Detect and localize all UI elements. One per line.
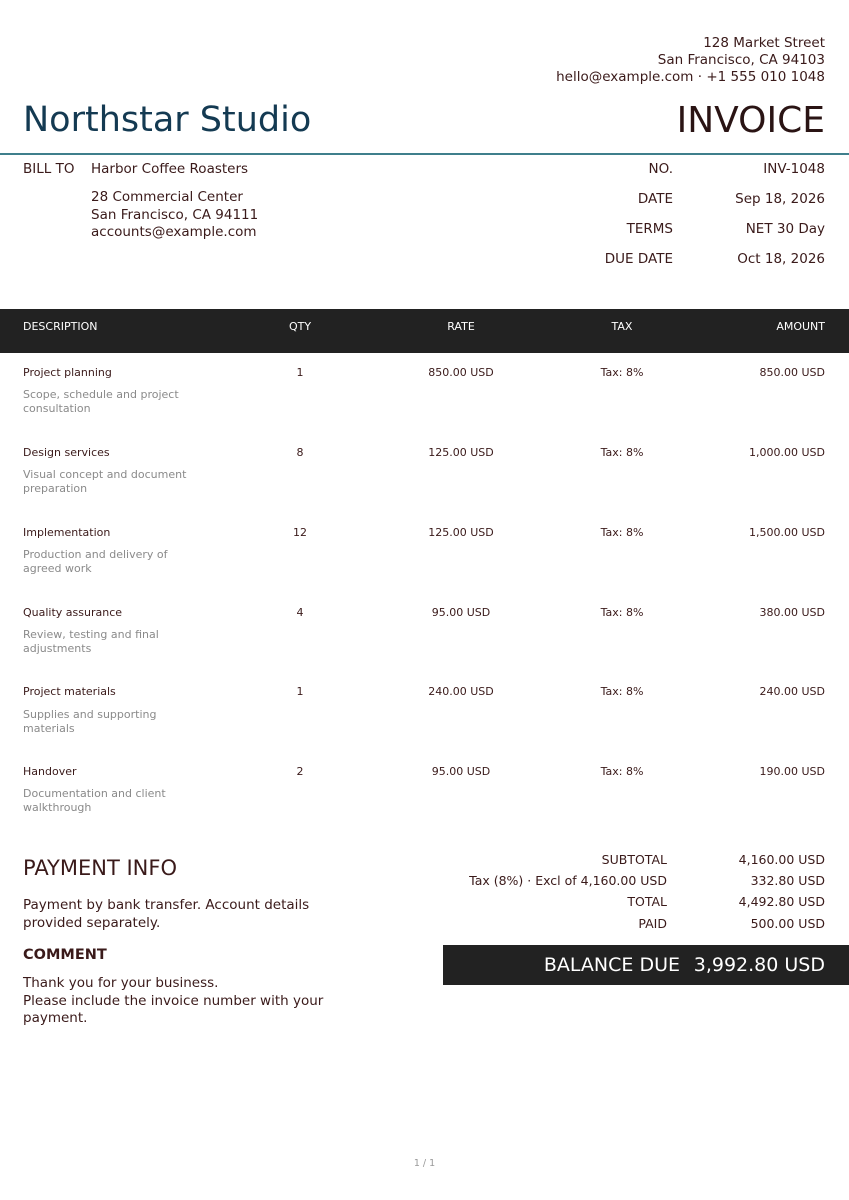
page-number: 1 / 1 [413,1158,436,1169]
tax-total-label: Tax (8%) · Excl of 4,160.00 USD [469,873,667,888]
bill-to-address [91,189,258,242]
item-amount: 380.00 USD [759,606,825,619]
item-amount: 1,000.00 USD [749,446,825,459]
item-qty: 1 [296,366,304,379]
comment-line: Please include the invoice number with your payment. [23,992,324,1026]
item-amount: 240.00 USD [759,685,825,698]
item-detail: Supplies and supporting materials [23,708,157,735]
header-tax: TAX [611,320,633,333]
balance-due-bar [443,945,849,985]
item-tax: Tax: 8% [600,765,644,778]
header-rate: RATE [447,320,475,333]
items-table-header [0,309,849,353]
due-date-value: Oct 18, 2026 [737,251,825,267]
header-description: DESCRIPTION [23,320,98,333]
bill-to-address-line: 28 Commercial Center [91,189,243,205]
item-tax: Tax: 8% [600,526,644,539]
item-amount: 850.00 USD [759,366,825,379]
subtotal-label: SUBTOTAL [601,852,667,867]
item-qty: 8 [296,446,304,459]
bill-to-email: accounts@example.com [91,224,257,240]
item-detail: Scope, schedule and project consultation [23,388,179,415]
bill-to-address-line: San Francisco, CA 94111 [91,206,259,223]
balance-due-value: 3,992.80 USD [693,954,825,976]
item-amount: 1,500.00 USD [749,526,825,539]
item-tax: Tax: 8% [600,606,644,619]
total-label: TOTAL [627,894,667,909]
item-title: Project planning [23,366,112,379]
item-amount: 190.00 USD [759,765,825,778]
payment-info-title: PAYMENT INFO [23,856,177,880]
subtotal-value: 4,160.00 USD [738,852,825,867]
item-title: Handover [23,765,77,778]
terms-value: NET 30 Day [745,221,825,237]
item-tax: Tax: 8% [600,685,644,698]
company-address-line: 128 Market Street [703,35,825,51]
table-row [0,685,849,765]
item-detail: Visual concept and document preparation [23,468,187,495]
item-rate: 125.00 USD [428,446,494,459]
item-detail: Production and delivery of agreed work [23,548,168,575]
bill-to-label: BILL TO [23,161,75,177]
item-title: Project materials [23,685,116,698]
header-amount: AMOUNT [776,320,825,333]
comment-title: COMMENT [23,947,107,963]
item-rate: 240.00 USD [428,685,494,698]
company-contact-line: hello@example.com · +1 555 010 1048 [556,69,825,85]
item-tax: Tax: 8% [600,366,644,379]
table-row [0,526,849,606]
item-title: Design services [23,446,110,459]
header-qty: QTY [288,320,312,333]
invoice-number-value: INV-1048 [763,161,825,177]
table-row [0,366,849,446]
paid-value: 500.00 USD [750,916,825,931]
invoice-date-value: Sep 18, 2026 [735,191,825,207]
comment-line: Thank you for your business. [23,975,219,991]
company-address [556,35,825,86]
paid-label: PAID [638,916,667,931]
item-qty: 2 [296,765,304,778]
item-tax: Tax: 8% [600,446,644,459]
balance-due-label: BALANCE DUE [543,954,680,976]
item-title: Quality assurance [23,606,123,619]
table-row [0,765,849,845]
header-divider [0,153,849,155]
item-rate: 95.00 USD [431,606,491,619]
table-row [0,606,849,686]
item-rate: 850.00 USD [428,366,494,379]
terms-label: TERMS [626,221,673,237]
company-address-line: San Francisco, CA 94103 [657,52,825,68]
item-detail: Review, testing and final adjustments [23,628,159,655]
item-title: Implementation [23,526,111,539]
item-detail: Documentation and client walkthrough [23,787,166,814]
payment-info-text: Payment by bank transfer. Account details provided separately. [23,897,310,931]
invoice-number-label: NO. [648,161,673,177]
item-qty: 4 [296,606,304,619]
item-rate: 125.00 USD [428,526,494,539]
comment-text [23,975,343,1028]
company-name: Northstar Studio [23,100,312,140]
invoice-date-label: DATE [637,191,673,207]
document-title: INVOICE [676,100,825,141]
table-row [0,446,849,526]
bill-to-name: Harbor Coffee Roasters [91,161,249,177]
total-value: 4,492.80 USD [738,894,825,909]
tax-total-value: 332.80 USD [750,873,825,888]
item-qty: 1 [296,685,304,698]
item-qty: 12 [293,526,307,539]
due-date-label: DUE DATE [604,251,673,267]
item-rate: 95.00 USD [431,765,491,778]
